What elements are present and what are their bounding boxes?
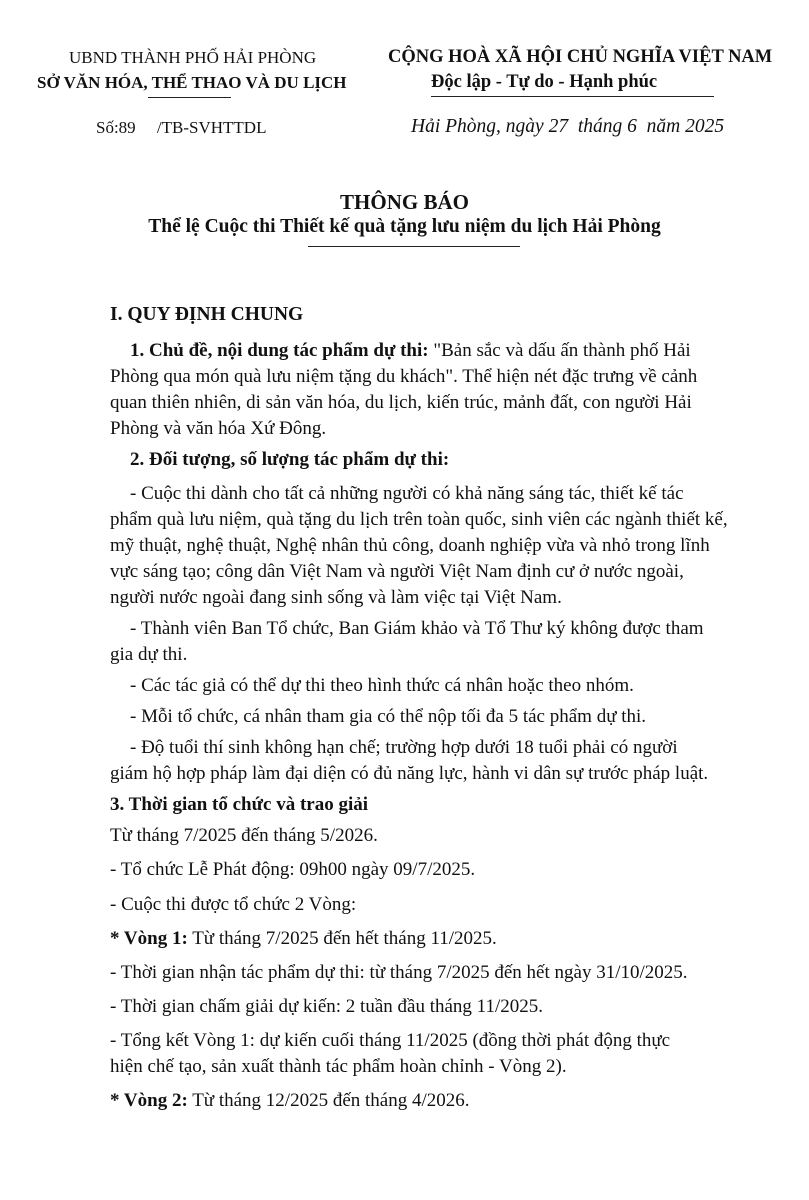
- item2-p1-line2: phẩm quà lưu niệm, quà tặng du lịch trên toàn quốc, sinh viên các ngành thiết kế,: [110, 509, 728, 530]
- title-underline: [308, 246, 520, 247]
- round2-text: Từ tháng 12/2025 đến tháng 4/2026.: [187, 1090, 470, 1111]
- motto-underline: [431, 96, 714, 97]
- item3-heading: 3. Thời gian tổ chức và trao giải: [110, 794, 369, 815]
- item2-p1-line1: - Cuộc thi dành cho tất cả những người có khả năng sáng tác, thiết kế tác: [130, 483, 684, 504]
- round2-label: * Vòng 2:: [110, 1090, 188, 1111]
- round2-line: [110, 1090, 470, 1112]
- item3-p2: - Tổ chức Lễ Phát động: 09h00 ngày 09/7/2025.: [110, 859, 476, 880]
- item3-p3: - Cuộc thi được tổ chức 2 Vòng:: [110, 894, 357, 915]
- motto: Độc lập - Tự do - Hạnh phúc: [431, 72, 658, 92]
- item3-p7-line1: - Tổng kết Vòng 1: dự kiến cuối tháng 11/2025 (đồng thời phát động thực: [110, 1030, 671, 1051]
- item1-line4: Phòng và văn hóa Xứ Đông.: [110, 418, 327, 439]
- item3-p7-line2: hiện chế tạo, sản xuất thành tác phẩm hoàn chỉnh - Vòng 2).: [110, 1056, 567, 1077]
- round1-text: Từ tháng 7/2025 đến hết tháng 11/2025.: [187, 928, 497, 949]
- item1-label: 1. Chủ đề, nội dung tác phẩm dự thi:: [130, 340, 429, 361]
- agency-name: SỞ VĂN HÓA, THỂ THAO VÀ DU LỊCH: [37, 73, 347, 92]
- item2-p5-line1: - Độ tuổi thí sinh không hạn chế; trường hợp dưới 18 tuổi phải có người: [130, 737, 678, 758]
- item2-p5-line2: giám hộ hợp pháp làm đại diện có đủ năng lực, hành vi dân sự trước pháp luật.: [110, 763, 709, 784]
- document-subtitle: Thể lệ Cuộc thi Thiết kế quà tặng lưu niệm du lịch Hải Phòng: [148, 216, 661, 237]
- nation-title: CỘNG HOÀ XÃ HỘI CHỦ NGHĨA VIỆT NAM: [388, 47, 773, 67]
- item2-p3: - Các tác giả có thể dự thi theo hình thức cá nhân hoặc theo nhóm.: [130, 675, 634, 696]
- section-heading: I. QUY ĐỊNH CHUNG: [110, 304, 304, 325]
- item1-line3: quan thiên nhiên, di sản văn hóa, du lịch, kiến trúc, mảnh đất, con người Hải: [110, 392, 692, 413]
- item3-p5: - Thời gian nhận tác phẩm dự thi: từ tháng 7/2025 đến hết ngày 31/10/2025.: [110, 962, 688, 983]
- agency-underline: [148, 97, 231, 98]
- item2-p2-line2: gia dự thi.: [110, 644, 188, 665]
- item2-p2-line1: - Thành viên Ban Tổ chức, Ban Giám khảo và Tổ Thư ký không được tham: [130, 618, 704, 639]
- item2-p1-line4: vực sáng tạo; công dân Việt Nam và người Việt Nam định cư ở nước ngoài,: [110, 561, 684, 582]
- item1-line2: Phòng qua món quà lưu niệm tặng du khách". Thể hiện nét đặc trưng về cảnh: [110, 366, 698, 387]
- round1-label: * Vòng 1:: [110, 928, 188, 949]
- item3-p6: - Thời gian chấm giải dự kiến: 2 tuần đầu tháng 11/2025.: [110, 996, 543, 1017]
- item3-p1: Từ tháng 7/2025 đến tháng 5/2026.: [110, 825, 378, 846]
- document-number: Số:89 /TB-SVHTTDL: [96, 118, 267, 137]
- round1-line: [110, 928, 497, 950]
- item2-p1-line5: người nước ngoài đang sinh sống và làm việc tại Việt Nam.: [110, 587, 562, 608]
- item2-p1-line3: mỹ thuật, nghệ thuật, Nghệ nhân thủ công, doanh nghiệp vừa và nhỏ trong lĩnh: [110, 535, 710, 556]
- item2-p4: - Mỗi tổ chức, cá nhân tham gia có thể nộp tối đa 5 tác phẩm dự thi.: [130, 706, 647, 727]
- agency-parent: UBND THÀNH PHỐ HẢI PHÒNG: [69, 48, 317, 67]
- document-title: THÔNG BÁO: [340, 190, 469, 214]
- item1-line1: [130, 340, 691, 362]
- item1-text: "Bản sắc và dấu ấn thành phố Hải: [428, 340, 691, 361]
- item2-heading: 2. Đối tượng, số lượng tác phẩm dự thi:: [130, 449, 450, 470]
- document-date: Hải Phòng, ngày 27 tháng 6 năm 2025: [411, 116, 725, 137]
